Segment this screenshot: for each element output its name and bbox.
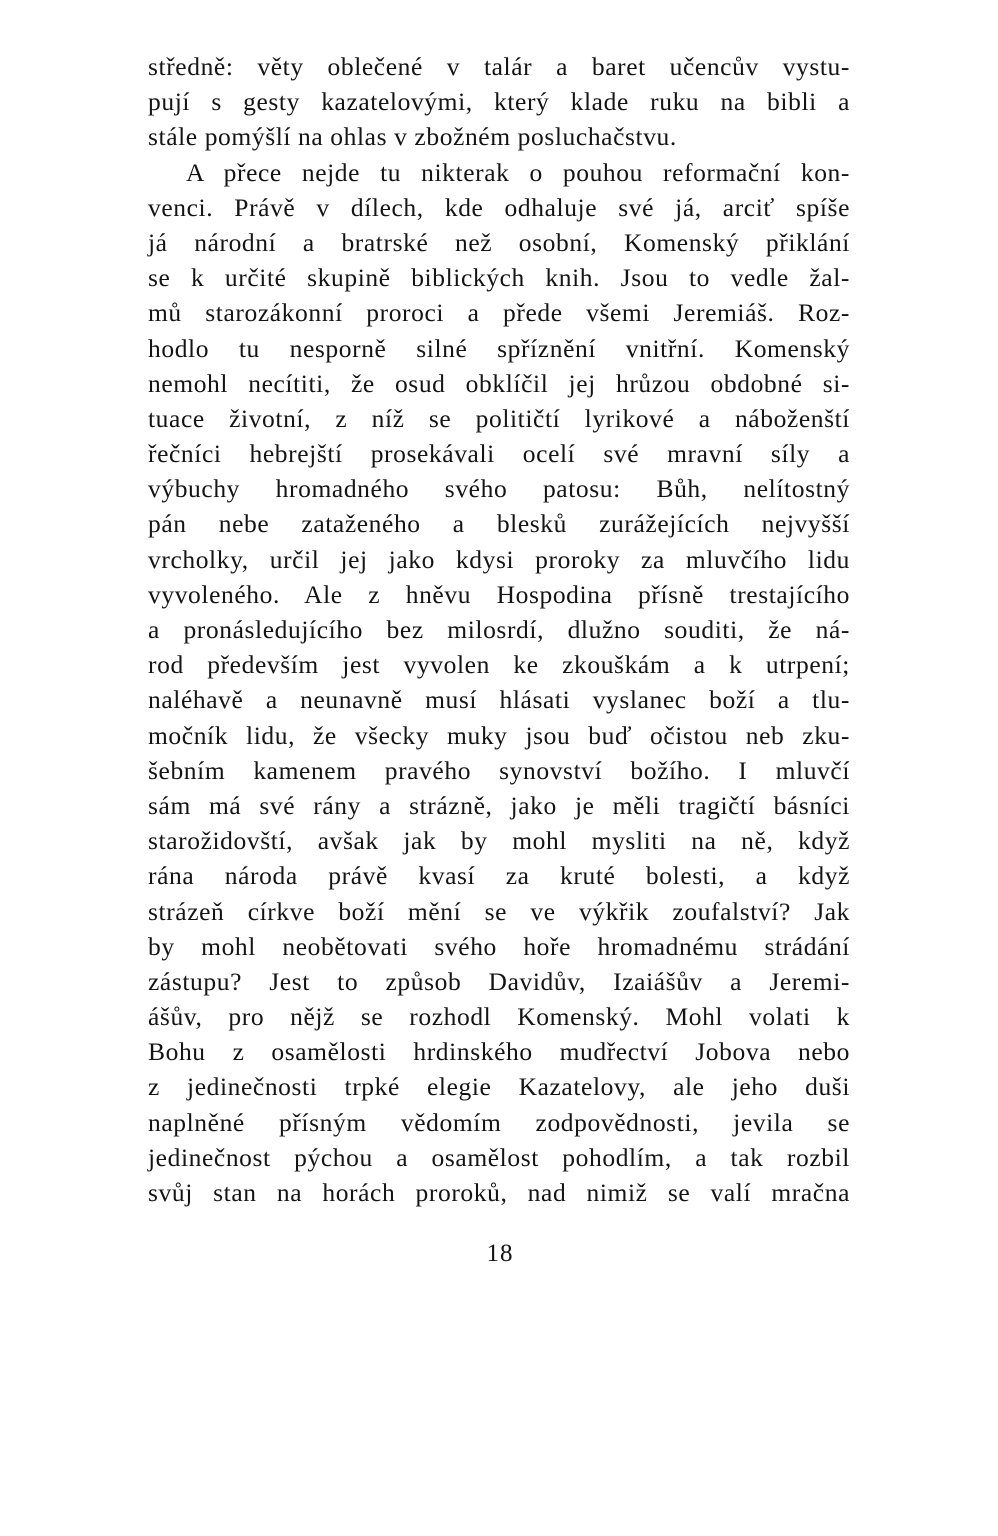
text-line: naplněné přísným vědomím zodpovědnosti, jevila se: [148, 1107, 850, 1137]
text-line: Bohu z osamělosti hrdinského mudřectví Jobova nebo: [148, 1037, 850, 1067]
text-line: rána národa právě kvasí za kruté bolesti, a když: [148, 861, 850, 891]
text-line: já národní a bratrské než osobní, Komenský přiklání: [148, 227, 850, 257]
text-line: ášův, pro nějž se rozhodl Komenský. Mohl volati k: [148, 1002, 850, 1032]
text-line: pán nebe zataženého a blesků zurážejících nejvyšší: [148, 509, 850, 539]
text-line: naléhavě a neunavně musí hlásati vyslanec boží a tlu-: [148, 685, 850, 715]
text-line: starožidovští, avšak jak by mohl mysliti na ně, když: [148, 826, 850, 856]
text-line: vrcholky, určil jej jako kdysi proroky za mluvčího lidu: [148, 544, 850, 574]
text-line: z jedinečnosti trpké elegie Kazatelovy, ale jeho duši: [148, 1072, 850, 1102]
text-line: pují s gesty kazatelovými, který klade ruku na bibli a: [148, 87, 850, 117]
text-line: výbuchy hromadného svého patosu: Bůh, nelítostný: [148, 474, 850, 504]
text-line: strázeň církve boží mění se ve výkřik zoufalství? Jak: [148, 896, 850, 926]
text-line: svůj stan na horách proroků, nad nimiž se valí mračna: [148, 1178, 850, 1207]
body-text: [148, 49, 850, 1210]
text-line: rod především jest vyvolen ke zkouškám a k utrpení;: [148, 650, 850, 680]
text-line: jedinečnost pýchou a osamělost pohodlím, a tak rozbil: [148, 1142, 850, 1172]
text-line: se k určité skupině biblických knih. Jsou to vedle žal-: [148, 263, 850, 293]
text-line: by mohl neobětovati svého hoře hromadnému strádání: [148, 931, 850, 961]
text-line: tuace životní, z níž se političtí lyrikové a náboženští: [148, 403, 850, 433]
text-line: A přece nejde tu nikterak o pouhou reformační kon-: [186, 157, 850, 187]
text-line: venci. Právě v dílech, kde odhaluje své já, arciť spíše: [148, 192, 850, 222]
text-line: močník lidu, že všecky muky jsou buď očistou neb zku-: [148, 720, 850, 750]
page-number: 18: [486, 1240, 514, 1267]
text-line: šebním kamenem pravého synovství božího. I mluvčí: [148, 755, 850, 785]
text-line: hodlo tu nesporně silné spříznění vnitřní. Komenský: [148, 333, 850, 363]
text-line: řečníci hebrejští prosekávali ocelí své mravní síly a: [148, 439, 850, 469]
text-line: mů starozákonní proroci a přede všemi Jeremiáš. Roz-: [148, 298, 850, 328]
text-line: a pronásledujícího bez milosrdí, dlužno souditi, že ná-: [148, 615, 850, 644]
text-line: zástupu? Jest to způsob Davidův, Izaiášův a Jeremi-: [148, 966, 850, 996]
text-line: sám má své rány a strázně, jako je měli tragičtí básníci: [148, 790, 850, 820]
text-line: středně: věty oblečené v talár a baret učencův vystu-: [148, 52, 850, 81]
text-line: nemohl necítiti, že osud obklíčil jej hrůzou obdobné si-: [148, 368, 850, 398]
text-line: vyvoleného. Ale z hněvu Hospodina přísně trestajícího: [148, 579, 850, 609]
text-line: stále pomýšlí na ohlas v zbožném posluchačstvu.: [148, 122, 677, 152]
